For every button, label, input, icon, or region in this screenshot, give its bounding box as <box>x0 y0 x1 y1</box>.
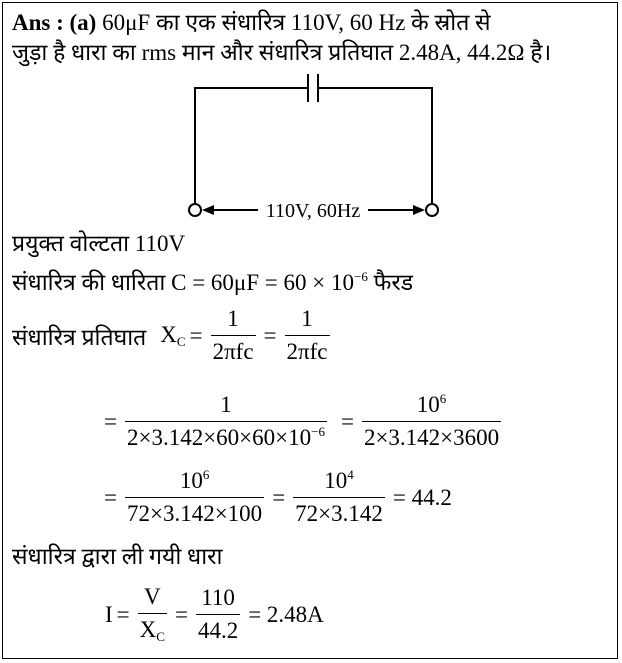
fraction-2: $\frac{1}{\text{2πfc}}$ <box>286 306 328 365</box>
equals-sign: = <box>189 322 203 348</box>
current-line <box>12 545 223 568</box>
answer-statement-1: 60μF का एक संधारित्र 110V, 60 Hz के स्रोत से <box>102 10 491 35</box>
current-label: संधारित्र द्वारा ली गयी धारा <box>12 544 223 569</box>
equals-sign: = <box>104 408 117 434</box>
capacitance-unit: फैरड <box>367 270 414 295</box>
fraction-3: $\frac{1}{2\times 3.142\times 60\times 60\times 10^{-6}}$ <box>126 392 325 451</box>
current-equation <box>105 584 328 645</box>
voltage-line <box>12 232 185 255</box>
capacitance-line <box>12 270 413 294</box>
current-result: = 2.48A <box>248 601 324 627</box>
reactance-symbol: $X_C$ <box>160 321 186 349</box>
calculation-step-1 <box>100 392 505 452</box>
answer-prefix: Ans : (a) <box>12 10 97 35</box>
answer-statement-2: जुड़ा है धारा का rms मान और संधारित्र प्रतिघात 2.48A, 44.2Ω है। <box>12 40 552 65</box>
equals-sign: = <box>272 484 286 510</box>
reactance-label: संधारित्र प्रतिघात <box>12 324 147 350</box>
equals-sign: = <box>340 408 354 434</box>
equals-sign: = <box>263 322 277 348</box>
capacitance-text: संधारित्र की धारिता C = 60μF = 60 × 10 <box>12 270 354 295</box>
fraction-6: $\frac{10^4}{72\times 3.142}$ <box>295 467 383 527</box>
equals-sign: = <box>116 601 130 627</box>
fraction-5: $\frac{10^6}{72\times 3.142\times 100}$ <box>126 467 263 527</box>
capacitor-circuit-diagram <box>0 0 622 230</box>
fraction-1: $\frac{1}{\text{2πfc}}$ <box>212 306 254 365</box>
reactance-result: = 44.2 <box>392 484 452 510</box>
calculation-step-2 <box>100 468 456 528</box>
fraction-8: $\frac{110}{44.2}$ <box>197 584 239 644</box>
source-label: 110V, 60Hz <box>265 200 361 222</box>
fraction-4: $\frac{10^6}{2\times 3.142\times 3600}$ <box>363 391 500 451</box>
voltage-text: प्रयुक्त वोल्टता 110V <box>12 231 186 256</box>
equals-sign: = <box>104 484 117 510</box>
reactance-equation <box>12 306 334 366</box>
capacitance-exponent: −6 <box>354 269 368 284</box>
equals-sign: = <box>174 601 188 627</box>
current-symbol: I <box>105 601 113 627</box>
fraction-7: $\frac{V}{X_C}$ <box>139 584 165 645</box>
